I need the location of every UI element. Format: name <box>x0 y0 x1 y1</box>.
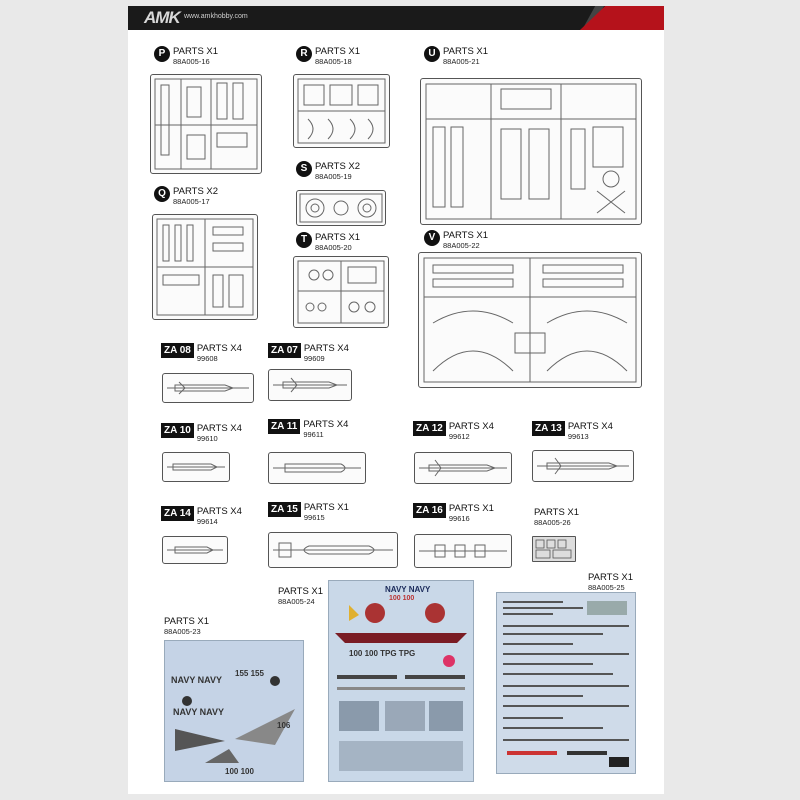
label-sprue-p: P PARTS X1 88A005-16 <box>154 46 218 66</box>
sprue-za16 <box>414 534 512 568</box>
sprue-za13 <box>532 450 634 482</box>
sprue-za07 <box>268 369 352 401</box>
label-decal-25: PARTS X1 88A005-25 <box>588 572 634 592</box>
label-photoetch: PARTS X1 88A005-26 <box>534 507 580 527</box>
sprue-s <box>296 190 386 226</box>
decal-sheet-24: NAVY NAVY 100 100 100 100 TPG TPG <box>328 580 474 782</box>
label-sprue-s: S PARTS X2 88A005-19 <box>296 161 360 181</box>
sprue-t <box>293 256 389 328</box>
sprue-za08 <box>162 373 254 403</box>
label-za12: ZA 12 PARTS X4 99612 <box>413 421 494 441</box>
sprue-r <box>293 74 390 148</box>
label-za10: ZA 10 PARTS X4 99610 <box>161 423 242 443</box>
label-sprue-t: T PARTS X1 88A005-20 <box>296 232 360 252</box>
label-sprue-u: U PARTS X1 88A005-21 <box>424 46 488 66</box>
decal-sheet-25 <box>496 592 636 774</box>
sprue-za10 <box>162 452 230 482</box>
label-sprue-v: V PARTS X1 88A005-22 <box>424 230 488 250</box>
sprue-v <box>418 252 642 388</box>
sprue-za14 <box>162 536 228 564</box>
sprue-za12 <box>414 452 512 484</box>
instruction-page <box>128 6 664 794</box>
label-sprue-r: R PARTS X1 88A005-18 <box>296 46 360 66</box>
label-za11: ZA 11 PARTS X4 99611 <box>268 419 348 439</box>
label-za08: ZA 08 PARTS X4 99608 <box>161 343 242 363</box>
label-za15: ZA 15 PARTS X1 99615 <box>268 502 349 522</box>
sprue-za11 <box>268 452 366 484</box>
website-url: www.amkhobby.com <box>184 13 248 20</box>
header-bar <box>128 6 664 30</box>
photoetch-fret <box>532 536 576 562</box>
label-za14: ZA 14 PARTS X4 99614 <box>161 506 242 526</box>
sprue-u <box>420 78 642 225</box>
label-decal-23: PARTS X1 88A005-23 <box>164 616 210 636</box>
label-za13: ZA 13 PARTS X4 99613 <box>532 421 613 441</box>
label-za16: ZA 16 PARTS X1 99616 <box>413 503 494 523</box>
sprue-q <box>152 214 258 320</box>
decal-sheet-23: NAVY NAVY NAVY NAVY 155 155 106 100 100 <box>164 640 304 782</box>
label-sprue-q: Q PARTS X2 88A005-17 <box>154 186 218 206</box>
sprue-za15 <box>268 532 398 568</box>
sprue-p <box>150 74 262 174</box>
amk-logo: AMK <box>144 8 180 27</box>
label-decal-24: PARTS X1 88A005-24 <box>278 586 324 606</box>
label-za07: ZA 07 PARTS X4 99609 <box>268 343 349 363</box>
